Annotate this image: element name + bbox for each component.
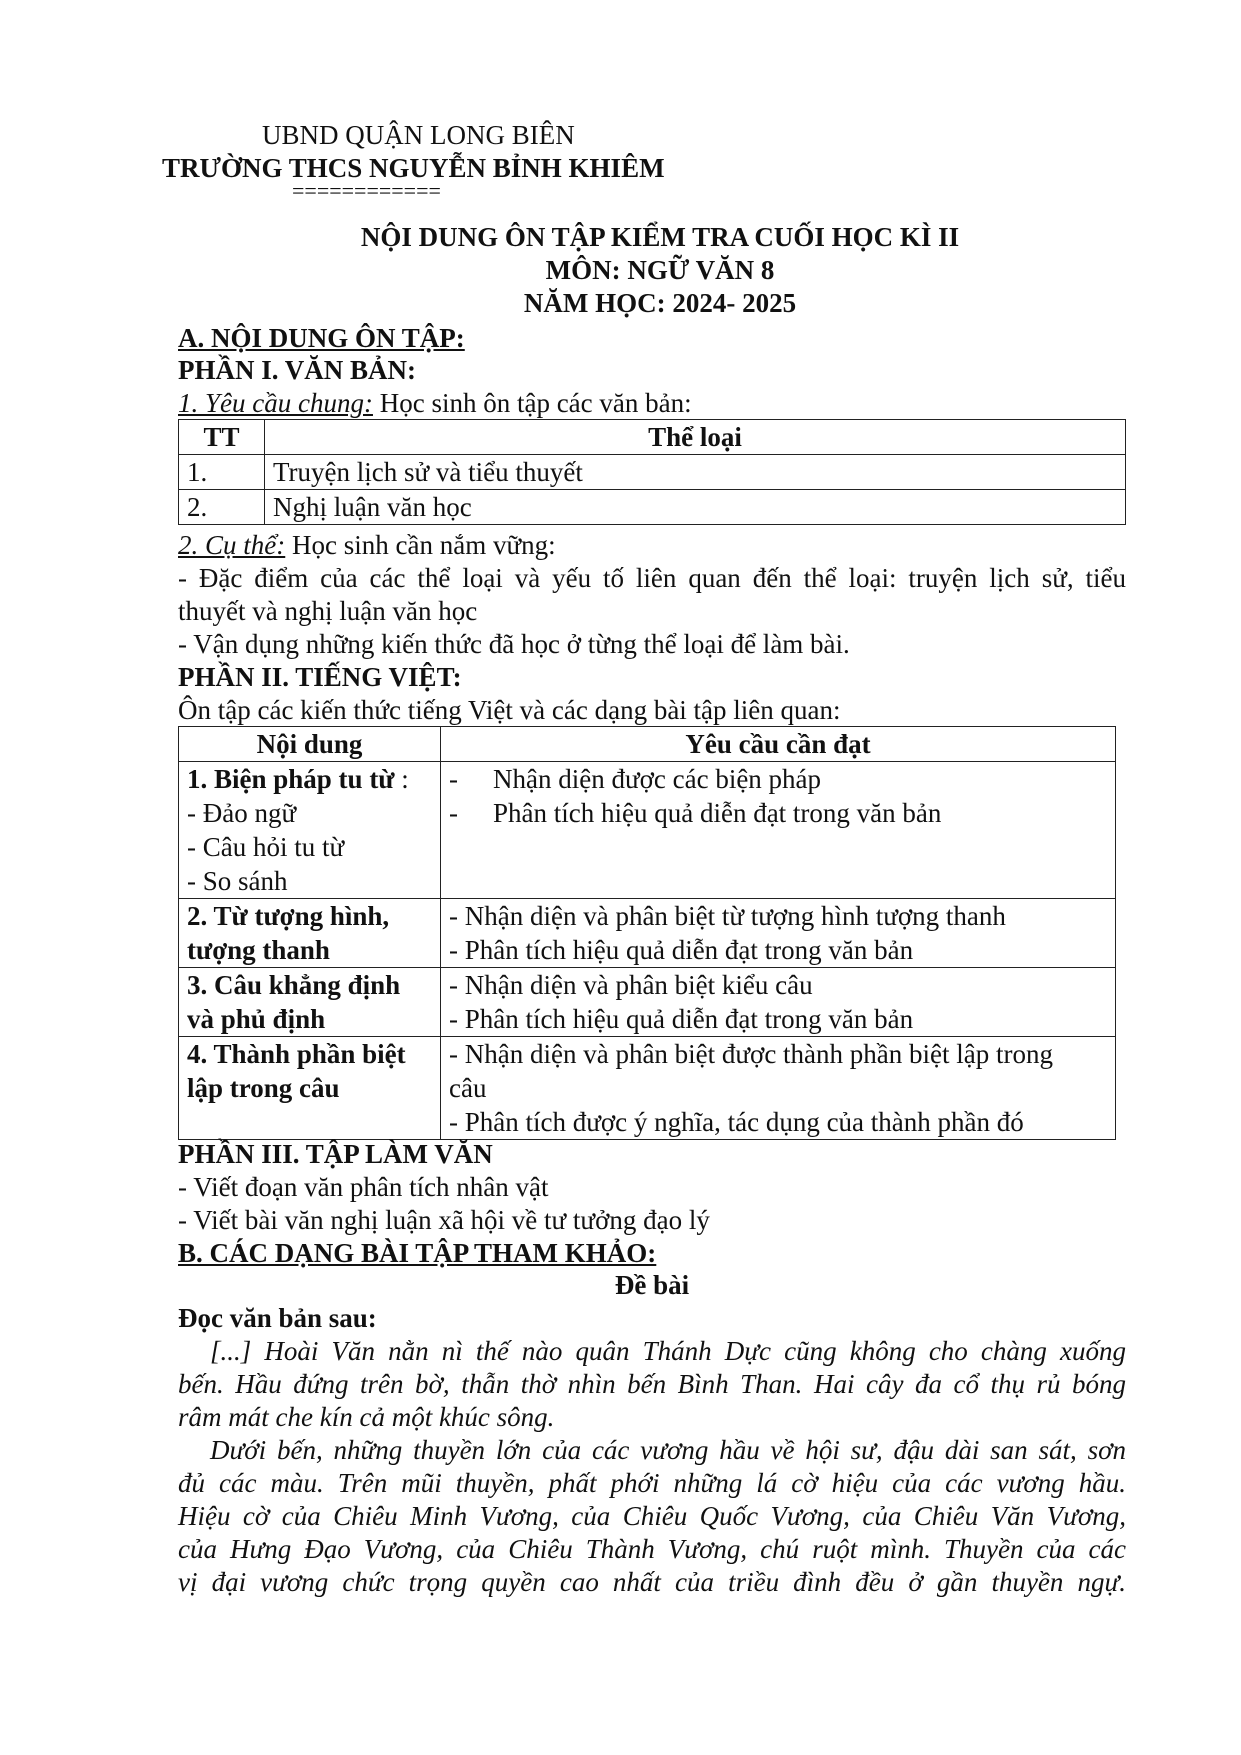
table-row	[179, 899, 1116, 968]
passage-line: Dưới bến, những thuyền lớn của các vương hầu về hội sư, đậu dài san sát, sơn	[210, 1435, 1126, 1465]
row1-title: 1. Biện pháp tu từ	[187, 764, 395, 794]
list-item: - Nhận diện và phân biệt được thành phần biệt lập trong	[449, 1039, 1053, 1069]
passage-line: Hiệu cờ của Chiêu Minh Vương, của Chiêu Quốc Vương, của Chiêu Văn Vương,	[178, 1501, 1126, 1531]
list-item-cont: câu	[449, 1073, 487, 1103]
cell-requirement	[441, 968, 1116, 1037]
table-row	[179, 762, 1116, 899]
specific-text: Học sinh cần nắm vững:	[285, 530, 556, 560]
read-label: Đọc văn bản sau:	[178, 1303, 377, 1333]
cell-content	[179, 762, 441, 899]
cell-tt: 2.	[179, 490, 265, 525]
part1-requirement	[178, 386, 692, 420]
section-b-heading: B. CÁC DẠNG BÀI TẬP THAM KHẢO:	[178, 1238, 657, 1268]
dash-bullet: -	[449, 798, 458, 828]
cell-content	[179, 1037, 441, 1140]
requirement-text: Học sinh ôn tập các văn bản:	[372, 388, 692, 418]
passage-line: râm mát che kín cả một khúc sông.	[178, 1402, 555, 1432]
bullet-apply-knowledge: - Vận dụng những kiến thức đã học ở từng thể loại để làm bài.	[178, 629, 850, 659]
col-header-tt: TT	[179, 420, 265, 455]
passage-line: đủ các màu. Trên mũi thuyền, phất phới những lá cờ hiệu của các vương hầu.	[178, 1468, 1126, 1498]
cell-requirement	[441, 1037, 1116, 1140]
list-item: - Viết đoạn văn phân tích nhân vật	[178, 1172, 549, 1202]
requirement-label: 1. Yêu cầu chung:	[178, 388, 373, 418]
list-item: - Nhận diện và phân biệt kiểu câu	[449, 970, 813, 1000]
vietnamese-table	[178, 726, 1116, 1140]
header-divider: ============	[292, 178, 441, 203]
cell-tt: 1.	[179, 455, 265, 490]
bullet-genre-features-cont: thuyết và nghị luận văn học	[178, 596, 478, 626]
row3-title-b: và phủ định	[187, 1004, 326, 1034]
list-item: - Đảo ngữ	[187, 798, 297, 828]
part1-heading: PHẦN I. VĂN BẢN:	[178, 355, 417, 385]
doc-subject: MÔN: NGỮ VĂN 8	[545, 255, 775, 285]
cell-genre: Truyện lịch sử và tiểu thuyết	[265, 455, 1126, 490]
part2-intro: Ôn tập các kiến thức tiếng Việt và các dạng bài tập liên quan:	[178, 695, 841, 725]
cell-content	[179, 899, 441, 968]
de-bai-heading: Đề bài	[614, 1270, 690, 1300]
genre-table	[178, 419, 1126, 525]
doc-title: NỘI DUNG ÔN TẬP KIỂM TRA CUỐI HỌC KÌ II	[360, 222, 960, 252]
passage-line: [...] Hoài Văn nằn nì thế nào quân Thánh Dực cũng không cho chàng xuống	[210, 1336, 1126, 1366]
row4-title-a: 4. Thành phần biệt	[187, 1039, 406, 1069]
list-item: - Phân tích hiệu quả diễn đạt trong văn bản	[449, 935, 914, 965]
col-header-content: Nội dung	[179, 727, 441, 762]
table-row	[179, 968, 1116, 1037]
table-row	[179, 455, 1126, 490]
list-item: - Câu hỏi tu từ	[187, 832, 345, 862]
passage-line: bến. Hầu đứng trên bờ, thẫn thờ nhìn bến Bình Than. Hai cây đa cổ thụ rủ bóng	[178, 1369, 1126, 1399]
passage-line: của Hưng Đạo Vương, của Chiêu Thành Vương, chú ruột mình. Thuyền của các	[178, 1534, 1126, 1564]
cell-genre: Nghị luận văn học	[265, 490, 1126, 525]
cell-requirement	[441, 762, 1116, 899]
list-item: - Nhận diện và phân biệt từ tượng hình tượng thanh	[449, 901, 1006, 931]
list-item: - Phân tích được ý nghĩa, tác dụng của thành phần đó	[449, 1107, 1024, 1137]
list-item: - Phân tích hiệu quả diễn đạt trong văn bản	[449, 1004, 914, 1034]
cell-requirement	[441, 899, 1116, 968]
requirement-text: Nhận diện được các biện pháp	[493, 764, 822, 794]
list-item	[449, 796, 1107, 830]
col-header-requirement: Yêu cầu cần đạt	[441, 727, 1116, 762]
col-header-genre: Thể loại	[265, 420, 1126, 455]
part1-specific	[178, 528, 556, 562]
row2-title-a: 2. Từ tượng hình,	[187, 901, 390, 931]
table-header-row	[179, 420, 1126, 455]
list-item: - So sánh	[187, 866, 288, 896]
school-name: TRƯỜNG THCS NGUYỄN BỈNH KHIÊM	[162, 153, 665, 183]
row2-title-b: tượng thanh	[187, 935, 330, 965]
row3-title-a: 3. Câu khẳng định	[187, 970, 401, 1000]
table-row	[179, 1037, 1116, 1140]
section-a-heading: A. NỘI DUNG ÔN TẬP:	[178, 323, 465, 353]
part2-heading: PHẦN II. TIẾNG VIỆT:	[178, 662, 462, 692]
row1-title-suffix: :	[394, 764, 409, 794]
cell-content	[179, 968, 441, 1037]
doc-year: NĂM HỌC: 2024- 2025	[523, 288, 797, 318]
requirement-text: Phân tích hiệu quả diễn đạt trong văn bản	[493, 798, 942, 828]
dash-bullet: -	[449, 764, 458, 794]
row4-title-b: lập trong câu	[187, 1073, 340, 1103]
part3-heading: PHẦN III. TẬP LÀM VĂN	[178, 1139, 493, 1169]
list-item: - Viết bài văn nghị luận xã hội về tư tưởng đạo lý	[178, 1205, 710, 1235]
list-item	[449, 762, 1107, 796]
passage-line: vị đại vương chức trọng quyền cao nhất của triều đình đều ở gần thuyền ngự.	[178, 1567, 1126, 1597]
district-name: UBND QUẬN LONG BIÊN	[262, 120, 575, 150]
table-row	[179, 490, 1126, 525]
table-header-row	[179, 727, 1116, 762]
bullet-genre-features: - Đặc điểm của các thể loại và yếu tố liên quan đến thể loại: truyện lịch sử, tiểu	[178, 563, 1126, 593]
specific-label: 2. Cụ thể:	[178, 530, 286, 560]
